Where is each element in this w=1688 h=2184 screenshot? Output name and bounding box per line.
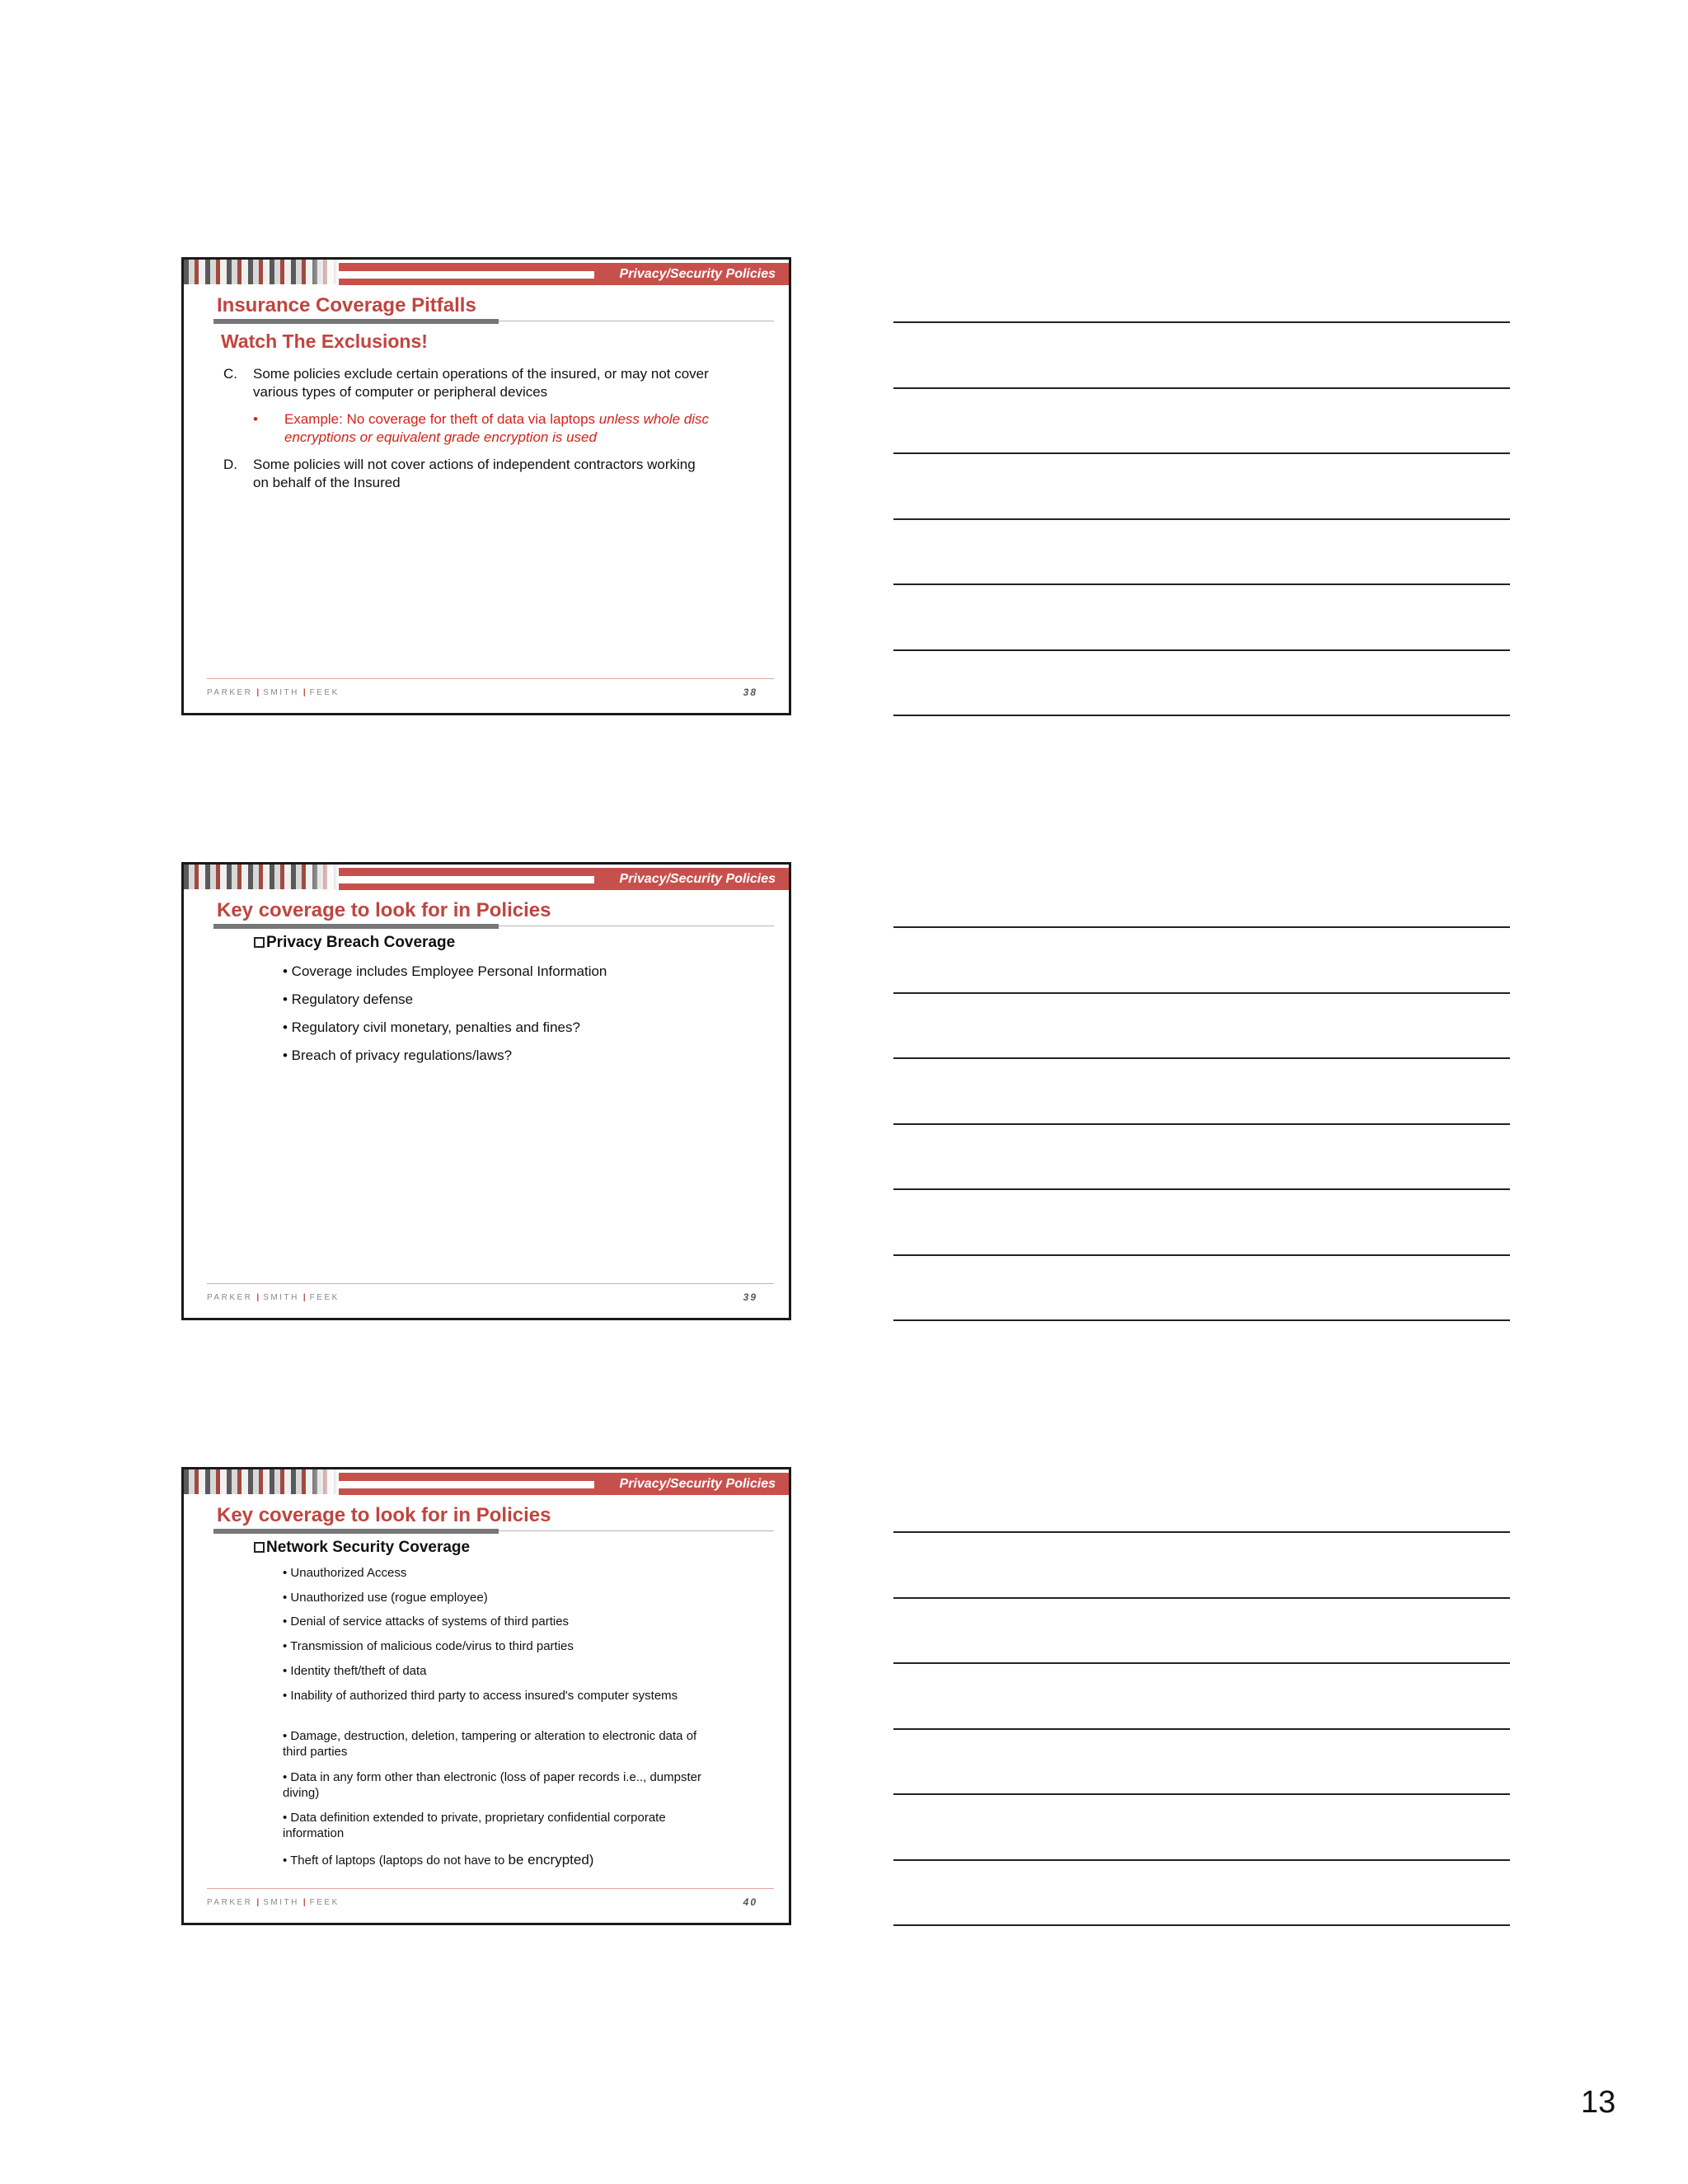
slide-39 [181,862,791,1320]
slide-title: Key coverage to look for in Policies [217,899,551,921]
list-item: • Denial of service attacks of systems of third parties [283,1615,570,1629]
note-line [893,452,1510,454]
list-item: • Breach of privacy regulations/laws? [283,1047,513,1063]
slide-title: Insurance Coverage Pitfalls [217,294,476,316]
note-line [893,1057,1510,1059]
list-item: • Identity theft/theft of data [283,1664,427,1678]
section-heading: Privacy Breach Coverage [254,934,455,952]
page-number: 13 [1581,2085,1616,2120]
header-bar [339,1473,789,1495]
note-line [893,1728,1510,1730]
note-line [893,926,1510,928]
list-item: • Theft of laptops (laptops do not have to be encrypted) [283,1852,594,1868]
slide-title: Key coverage to look for in Policies [217,1504,551,1526]
checkbox-bullet-icon [254,1542,265,1553]
item-example: • Example: No coverage for theft of data via laptops unless whole disc encryptions or equivalent grade encryption is used [253,411,710,445]
note-line [893,1188,1510,1190]
note-line [893,1924,1510,1926]
note-line [893,1123,1510,1125]
list-item: • Damage, destruction, deletion, tampering or alteration to electronic data of third parties [283,1729,697,1759]
list-item: • Data definition extended to private, proprietary confidential corporate information [283,1811,666,1840]
footer-logo: PARKER | SMITH | FEEK [207,1293,340,1302]
list-item: • Regulatory defense [283,991,414,1007]
header-photo-image [184,865,339,889]
note-line [893,583,1510,585]
header-photo-image [184,1469,339,1494]
note-line [893,321,1510,323]
item-c: C. Some policies exclude certain operations of the insured, or may not cover various types of computer or peripheral devices [223,366,709,400]
slide-number: 39 [743,1291,757,1303]
list-item: • Transmission of malicious code/virus to third parties [283,1639,574,1653]
note-line [893,1859,1510,1861]
item-d: D. Some policies will not cover actions of independent contractors working on behalf of the Insured [223,457,696,490]
list-item: • Data in any form other than electronic (loss of paper records i.e.., dumpster diving) [283,1770,701,1800]
note-line [893,715,1510,716]
checkbox-bullet-icon [254,937,265,948]
header-label: Privacy/Security Policies [619,872,776,886]
note-line [893,992,1510,994]
note-line [893,1597,1510,1599]
list-item: • Inability of authorized third party to access insured's computer systems [283,1689,678,1703]
list-item: • Unauthorized Access [283,1566,407,1580]
header-bar [339,868,789,890]
footer-logo: PARKER | SMITH | FEEK [207,1898,340,1907]
note-line [893,1531,1510,1533]
header-label: Privacy/Security Policies [619,267,776,281]
footer-logo: PARKER | SMITH | FEEK [207,688,340,697]
list-item: • Regulatory civil monetary, penalties and fines? [283,1019,580,1035]
header-label: Privacy/Security Policies [619,1477,776,1491]
note-line [893,1319,1510,1321]
note-line [893,1662,1510,1664]
slide-40 [181,1467,791,1925]
slide-number: 40 [743,1896,757,1908]
note-line [893,387,1510,389]
note-line [893,518,1510,520]
note-line [893,1793,1510,1795]
section-heading: Network Security Coverage [254,1539,470,1557]
list-item: • Coverage includes Employee Personal Information [283,963,607,979]
slide-38 [181,257,791,715]
slide-subtitle: Watch The Exclusions! [221,330,428,352]
header-photo-image [184,260,339,284]
header-bar [339,263,789,285]
note-line [893,1254,1510,1256]
slide-number: 38 [743,687,757,698]
list-item: • Unauthorized use (rogue employee) [283,1591,488,1605]
note-line [893,649,1510,651]
